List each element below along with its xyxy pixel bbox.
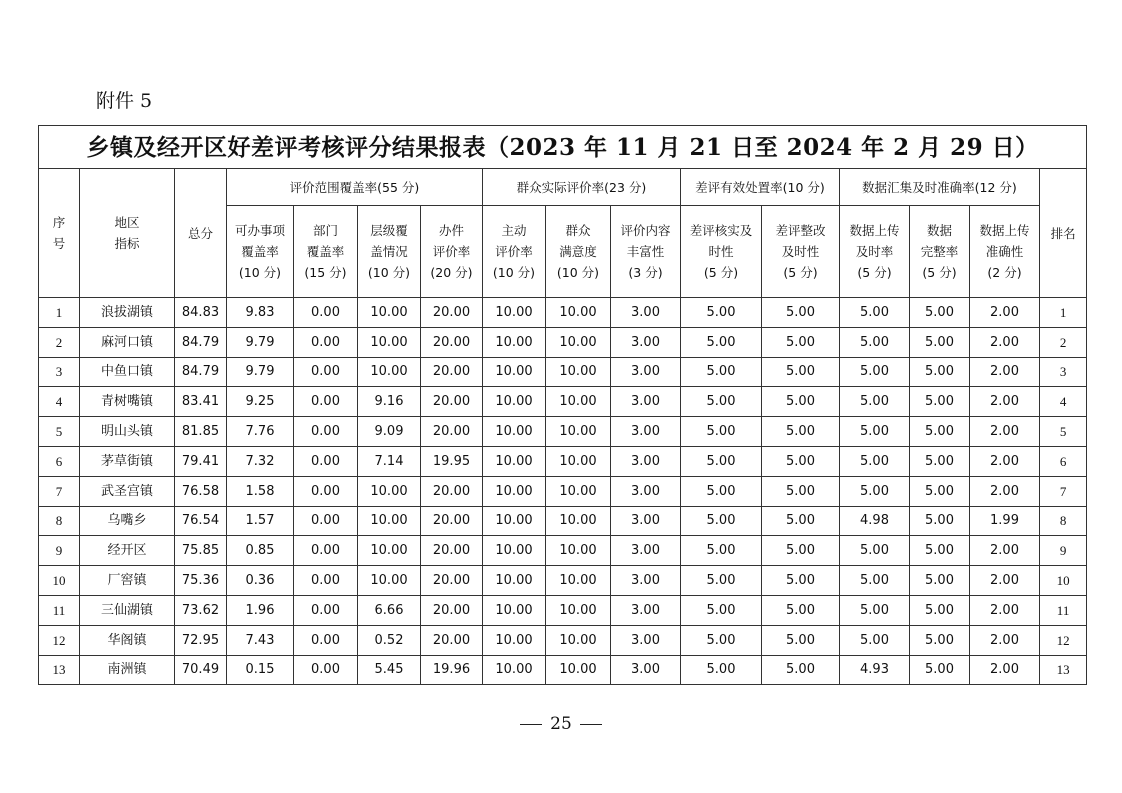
cell-score: 5.00 [910,387,970,417]
table-row [39,595,1087,625]
cell-rank: 4 [1040,387,1087,417]
cell-score: 5.00 [762,387,840,417]
cell-score: 0.00 [294,506,358,536]
cell-index: 9 [39,536,80,566]
cell-score: 5.00 [681,595,762,625]
cell-score: 9.16 [358,387,421,417]
header-group-evaluation: 群众实际评价率(23 分) [483,169,681,206]
cell-score: 2.00 [970,655,1040,685]
cell-score: 7.76 [227,417,294,447]
header-sub-8: 差评核实及 时性 (5 分) [681,206,762,298]
header-group-disposal: 差评有效处置率(10 分) [681,169,840,206]
cell-score: 10.00 [358,357,421,387]
cell-score: 0.00 [294,536,358,566]
cell-score: 9.83 [227,298,294,328]
cell-score: 5.00 [840,387,910,417]
header-sub-3: 层级覆 盖情况 (10 分) [358,206,421,298]
cell-score: 10.00 [546,625,611,655]
cell-score: 5.00 [681,387,762,417]
cell-total: 84.79 [175,327,227,357]
cell-score: 2.00 [970,298,1040,328]
cell-score: 10.00 [546,446,611,476]
results-table [38,125,1087,685]
cell-index: 1 [39,298,80,328]
cell-index: 2 [39,327,80,357]
cell-score: 10.00 [358,506,421,536]
cell-score: 10.00 [483,387,546,417]
cell-rank: 3 [1040,357,1087,387]
cell-region: 南洲镇 [80,655,175,685]
cell-score: 2.00 [970,327,1040,357]
table-title: 乡镇及经开区好差评考核评分结果报表（2023 年 11 月 21 日至 2024 年 2 月 29 日） [39,126,1087,169]
cell-score: 10.00 [546,298,611,328]
attachment-label: 附件 5 [96,90,153,112]
cell-rank: 7 [1040,476,1087,506]
cell-score: 10.00 [546,566,611,596]
cell-score: 9.79 [227,357,294,387]
cell-score: 19.95 [421,446,483,476]
cell-score: 5.00 [840,298,910,328]
cell-total: 75.85 [175,536,227,566]
cell-score: 10.00 [483,655,546,685]
cell-score: 5.00 [762,357,840,387]
cell-rank: 10 [1040,566,1087,596]
cell-score: 0.00 [294,625,358,655]
cell-score: 9.09 [358,417,421,447]
cell-score: 9.79 [227,327,294,357]
cell-region: 武圣宫镇 [80,476,175,506]
cell-rank: 2 [1040,327,1087,357]
cell-score: 3.00 [611,595,681,625]
cell-score: 10.00 [483,446,546,476]
cell-score: 20.00 [421,506,483,536]
cell-score: 10.00 [483,417,546,447]
cell-score: 5.00 [681,476,762,506]
cell-region: 华阁镇 [80,625,175,655]
cell-total: 76.54 [175,506,227,536]
cell-score: 10.00 [358,298,421,328]
header-group-coverage: 评价范围覆盖率(55 分) [227,169,483,206]
cell-score: 0.00 [294,595,358,625]
cell-score: 5.00 [762,476,840,506]
cell-region: 厂窖镇 [80,566,175,596]
cell-score: 20.00 [421,417,483,447]
cell-index: 10 [39,566,80,596]
cell-score: 5.00 [762,625,840,655]
cell-score: 5.00 [762,327,840,357]
header-sub-12: 数据上传 准确性 (2 分) [970,206,1040,298]
cell-score: 7.14 [358,446,421,476]
cell-score: 0.00 [294,476,358,506]
cell-score: 2.00 [970,417,1040,447]
cell-score: 5.00 [762,506,840,536]
cell-score: 5.00 [681,298,762,328]
cell-rank: 9 [1040,536,1087,566]
cell-score: 5.00 [762,595,840,625]
cell-score: 10.00 [483,357,546,387]
cell-score: 5.00 [910,655,970,685]
table-row [39,506,1087,536]
cell-score: 0.00 [294,387,358,417]
cell-score: 10.00 [483,595,546,625]
cell-score: 5.00 [910,595,970,625]
cell-score: 5.00 [840,595,910,625]
cell-score: 3.00 [611,536,681,566]
cell-score: 20.00 [421,327,483,357]
cell-score: 20.00 [421,476,483,506]
cell-index: 13 [39,655,80,685]
cell-score: 5.00 [681,536,762,566]
cell-score: 0.00 [294,655,358,685]
cell-score: 5.45 [358,655,421,685]
header-sub-4: 办件 评价率 (20 分) [421,206,483,298]
table-row [39,476,1087,506]
cell-score: 1.58 [227,476,294,506]
cell-score: 1.99 [970,506,1040,536]
cell-score: 5.00 [910,625,970,655]
cell-score: 2.00 [970,357,1040,387]
cell-score: 2.00 [970,536,1040,566]
cell-score: 5.00 [762,566,840,596]
cell-score: 5.00 [840,566,910,596]
cell-score: 2.00 [970,387,1040,417]
cell-score: 10.00 [358,476,421,506]
cell-score: 10.00 [483,327,546,357]
cell-score: 20.00 [421,536,483,566]
cell-score: 20.00 [421,566,483,596]
table-row [39,298,1087,328]
cell-score: 2.00 [970,595,1040,625]
cell-score: 10.00 [483,506,546,536]
cell-region: 中鱼口镇 [80,357,175,387]
table-row [39,327,1087,357]
cell-score: 0.52 [358,625,421,655]
table-row [39,357,1087,387]
cell-score: 20.00 [421,625,483,655]
cell-score: 1.96 [227,595,294,625]
cell-score: 5.00 [681,417,762,447]
cell-score: 5.00 [681,566,762,596]
cell-score: 5.00 [681,506,762,536]
cell-region: 三仙湖镇 [80,595,175,625]
cell-score: 10.00 [483,476,546,506]
header-group-data: 数据汇集及时准确率(12 分) [840,169,1040,206]
cell-score: 20.00 [421,298,483,328]
cell-score: 5.00 [840,446,910,476]
cell-score: 5.00 [762,298,840,328]
cell-total: 84.83 [175,298,227,328]
cell-score: 0.36 [227,566,294,596]
cell-rank: 11 [1040,595,1087,625]
cell-score: 3.00 [611,506,681,536]
cell-score: 10.00 [546,417,611,447]
cell-score: 3.00 [611,417,681,447]
cell-score: 5.00 [910,536,970,566]
cell-total: 73.62 [175,595,227,625]
cell-score: 3.00 [611,387,681,417]
cell-score: 5.00 [910,566,970,596]
cell-score: 5.00 [762,536,840,566]
cell-score: 3.00 [611,298,681,328]
header-sub-9: 差评整改 及时性 (5 分) [762,206,840,298]
cell-score: 4.93 [840,655,910,685]
cell-score: 10.00 [358,327,421,357]
cell-score: 5.00 [910,417,970,447]
cell-score: 2.00 [970,625,1040,655]
cell-score: 5.00 [840,417,910,447]
cell-score: 9.25 [227,387,294,417]
header-sub-1: 可办事项 覆盖率 (10 分) [227,206,294,298]
cell-score: 10.00 [546,506,611,536]
cell-score: 10.00 [546,387,611,417]
cell-score: 0.15 [227,655,294,685]
table-row [39,566,1087,596]
cell-score: 10.00 [546,327,611,357]
cell-score: 5.00 [910,327,970,357]
cell-score: 5.00 [681,327,762,357]
cell-score: 5.00 [681,625,762,655]
cell-score: 3.00 [611,655,681,685]
cell-region: 茅草街镇 [80,446,175,476]
cell-region: 经开区 [80,536,175,566]
cell-score: 5.00 [681,357,762,387]
cell-score: 3.00 [611,566,681,596]
cell-rank: 8 [1040,506,1087,536]
header-index: 序 号 [39,169,80,298]
cell-score: 10.00 [546,536,611,566]
cell-region: 麻河口镇 [80,327,175,357]
cell-score: 0.00 [294,357,358,387]
cell-score: 5.00 [681,655,762,685]
cell-score: 10.00 [546,357,611,387]
table-row [39,536,1087,566]
cell-score: 1.57 [227,506,294,536]
cell-score: 3.00 [611,357,681,387]
cell-score: 3.00 [611,625,681,655]
cell-score: 10.00 [483,625,546,655]
cell-total: 70.49 [175,655,227,685]
page-dash-left [520,724,542,725]
cell-score: 10.00 [483,298,546,328]
cell-score: 5.00 [840,357,910,387]
cell-score: 5.00 [762,446,840,476]
header-sub-11: 数据 完整率 (5 分) [910,206,970,298]
table-row [39,625,1087,655]
cell-score: 0.85 [227,536,294,566]
cell-total: 79.41 [175,446,227,476]
cell-score: 5.00 [840,476,910,506]
page-dash-right [580,724,602,725]
cell-score: 2.00 [970,476,1040,506]
cell-rank: 5 [1040,417,1087,447]
cell-score: 10.00 [546,655,611,685]
cell-score: 10.00 [483,536,546,566]
cell-index: 8 [39,506,80,536]
cell-score: 5.00 [910,476,970,506]
table-row [39,446,1087,476]
cell-total: 81.85 [175,417,227,447]
cell-index: 7 [39,476,80,506]
cell-score: 7.43 [227,625,294,655]
cell-rank: 12 [1040,625,1087,655]
cell-index: 11 [39,595,80,625]
cell-region: 乌嘴乡 [80,506,175,536]
cell-score: 20.00 [421,357,483,387]
cell-score: 5.00 [762,655,840,685]
cell-score: 5.00 [840,536,910,566]
cell-score: 0.00 [294,327,358,357]
cell-total: 75.36 [175,566,227,596]
cell-rank: 6 [1040,446,1087,476]
cell-index: 5 [39,417,80,447]
page-number: 25 [0,714,1122,734]
cell-score: 5.00 [840,327,910,357]
header-sub-5: 主动 评价率 (10 分) [483,206,546,298]
cell-region: 明山头镇 [80,417,175,447]
cell-score: 0.00 [294,566,358,596]
cell-rank: 13 [1040,655,1087,685]
header-sub-7: 评价内容 丰富性 (3 分) [611,206,681,298]
header-sub-2: 部门 覆盖率 (15 分) [294,206,358,298]
table-row [39,387,1087,417]
cell-score: 0.00 [294,298,358,328]
cell-rank: 1 [1040,298,1087,328]
cell-score: 3.00 [611,476,681,506]
cell-score: 5.00 [910,298,970,328]
cell-index: 4 [39,387,80,417]
cell-score: 5.00 [840,625,910,655]
cell-index: 3 [39,357,80,387]
header-sub-10: 数据上传 及时率 (5 分) [840,206,910,298]
cell-score: 10.00 [546,476,611,506]
cell-score: 5.00 [910,357,970,387]
cell-score: 7.32 [227,446,294,476]
cell-score: 5.00 [910,506,970,536]
cell-total: 84.79 [175,357,227,387]
cell-total: 76.58 [175,476,227,506]
cell-score: 20.00 [421,387,483,417]
results-table-wrapper [38,125,1086,685]
cell-score: 19.96 [421,655,483,685]
table-row [39,655,1087,685]
cell-score: 3.00 [611,327,681,357]
header-rank: 排名 [1040,169,1087,298]
cell-score: 10.00 [358,536,421,566]
cell-score: 20.00 [421,595,483,625]
cell-score: 10.00 [483,566,546,596]
cell-score: 0.00 [294,417,358,447]
cell-total: 72.95 [175,625,227,655]
header-region: 地区 指标 [80,169,175,298]
cell-region: 青树嘴镇 [80,387,175,417]
cell-score: 2.00 [970,446,1040,476]
cell-score: 5.00 [681,446,762,476]
header-sub-6: 群众 满意度 (10 分) [546,206,611,298]
cell-total: 83.41 [175,387,227,417]
cell-region: 浪拔湖镇 [80,298,175,328]
cell-score: 6.66 [358,595,421,625]
cell-score: 2.00 [970,566,1040,596]
header-total: 总分 [175,169,227,298]
cell-score: 0.00 [294,446,358,476]
cell-score: 10.00 [546,595,611,625]
table-row [39,417,1087,447]
cell-score: 4.98 [840,506,910,536]
cell-score: 5.00 [910,446,970,476]
cell-score: 5.00 [762,417,840,447]
cell-score: 10.00 [358,566,421,596]
cell-score: 3.00 [611,446,681,476]
cell-index: 6 [39,446,80,476]
cell-index: 12 [39,625,80,655]
